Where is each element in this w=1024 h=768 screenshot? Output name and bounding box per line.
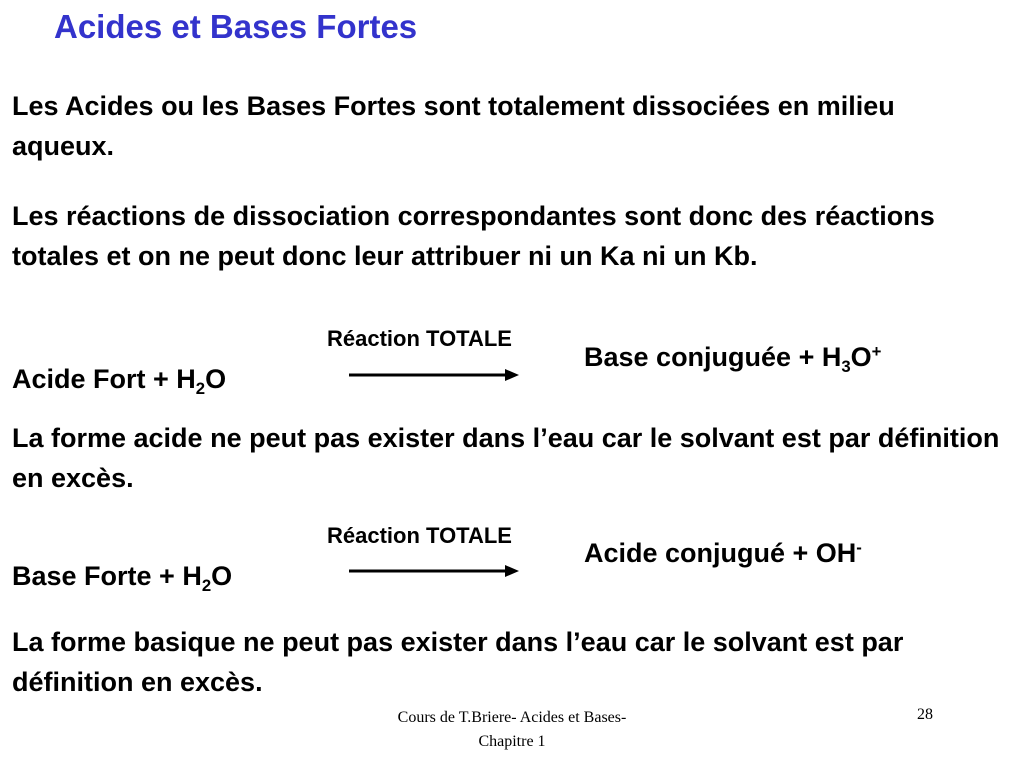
footer-course-info	[332, 706, 692, 754]
paragraph-total-reactions: Les réactions de dissociation correspondantes sont donc des réactions totales et on ne peut donc leur attribuer ni un Ka ni un Kb.	[12, 201, 935, 271]
footer-line2: Chapitre 1	[478, 733, 546, 750]
reaction1-reactant-tail: O	[205, 364, 227, 394]
reaction2-label: Réaction TOTALE	[327, 523, 512, 548]
paragraph-acid-form: La forme acide ne peut pas exister dans l’eau car le solvant est par définition en excès.	[12, 423, 1000, 493]
footer-line1: Cours de T.Briere- Acides et Bases-	[397, 709, 627, 726]
paragraph-dissociation: Les Acides ou les Bases Fortes sont totalement dissociées en milieu aqueux.	[12, 91, 895, 161]
reaction1-reactant-text: Acide Fort + H	[12, 364, 196, 394]
reaction2-reactant-subscript: 2	[201, 575, 212, 595]
reaction2-reactant-tail: O	[211, 561, 233, 591]
reaction1-product-subscript: 3	[841, 356, 851, 376]
reaction1-product-text: Base conjuguée + H	[584, 342, 842, 372]
slide-title: Acides et Bases Fortes	[54, 8, 418, 45]
reaction2-products	[584, 538, 862, 569]
reaction1-product-tail: O	[850, 342, 872, 372]
reaction2-product-text: Acide conjugué + OH	[584, 538, 857, 568]
page-number: 28	[917, 706, 933, 723]
reaction1-reactants	[12, 364, 227, 398]
reaction2-product-superscript: -	[856, 537, 862, 557]
reaction2-arrow-icon	[349, 564, 519, 578]
reaction1-product-superscript: +	[871, 341, 882, 361]
reaction2-reactants	[12, 561, 233, 595]
paragraph-base-form: La forme basique ne peut pas exister dans l’eau car le solvant est par définition en excès.	[12, 627, 904, 697]
reaction1-reactant-subscript: 2	[195, 378, 206, 398]
reaction1-products	[584, 341, 882, 376]
reaction1-arrow-icon	[349, 368, 519, 382]
reaction2-reactant-text: Base Forte + H	[12, 561, 202, 591]
reaction1-label: Réaction TOTALE	[327, 326, 512, 351]
